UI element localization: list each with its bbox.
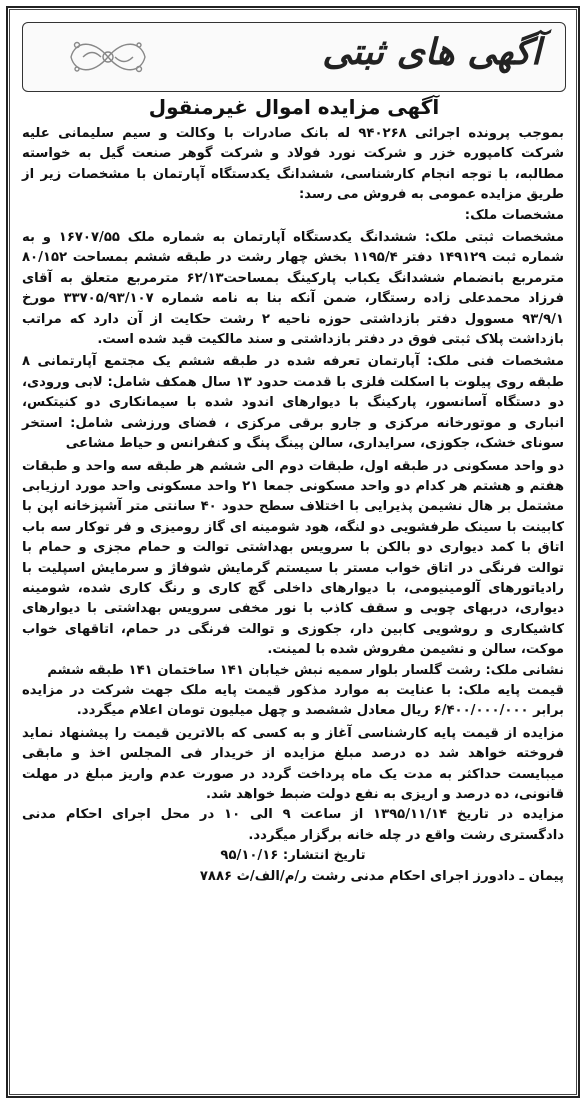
publish-date: تاریخ انتشار: ۹۵/۱۰/۱۶ <box>220 848 366 864</box>
floral-ornament-icon <box>63 31 153 83</box>
technical-specs-paragraph: مشخصات فنی ملک: آپارتمان تعرفه شده در طبقه ششم یک مجتمع آپارتمانی ۸ طبقه روی پیلوت با اسکلت فلزی با قدمت حدود ۱۳ سال همکف شامل: لابی ورودی، دو دستگاه آسانسور، پارکینگ با دیوارهای اندود شده با سیمانکاری دو کنیتکس، انباری و موتورخانه مرکزی و جارو برقی مرکزی ، فضای ورزشی شامل: استخر سونای خشک، جکوزی، سرایداری، سالن پینگ پنگ و کنفرانس و حیاط مشاعی <box>22 354 564 452</box>
registration-specs-paragraph: مشخصات ثبتی ملک: ششدانگ یکدستگاه آپارتمان به شماره ملک ۱۶۷۰۷/۵۵ و به شماره ثبت ۱۴۹۱۲۹ دفتر ۱۱۹۵/۴ بخش چهار رشت در طبقه ششم بمساحت ۸۰/۱۵۲ مترمربع بانضمام ششدانگ یکباب پارکینگ بمساحت۶۲/۱۳ مترمربع متعلق به آقای فرزاد محمدعلی زاده رستگار، ضمن آنکه بنا به نامه شماره ۳۳۷۰۵/۹۳/۱۰۷ مورخ ۹۳/۹/۱ مسوول دفتر بازداشتی حوزه ناحیه ۲ رشت حکایت از آن دارد که مراتب بازداشت پلاک ثبتی فوق در دفتر بازداشتی و سند مالکیت قید شده است. <box>22 230 565 348</box>
units-description-paragraph: دو واحد مسکونی در طبقه اول، طبقات دوم الی ششم هر طبقه سه واحد و طبقات هفتم و هشتم هر کدام دو واحد مسکونی جمعا ۲۱ واحد مسکونی واحد مورد ارزیابی مشتمل بر هال نشیمن پذیرایی با اختلاف سطح حدود ۴۰ سانتی متر آشپزخانه اپن با کابینت با سینک طرفشویی دو لنگه، هود شومینه ای گاز رومیزی و فر توکار سه باب اتاق با کمد دیواری دو بالکن با سرویس بهداشتی توالت و حمام مجزی و حمام با توالت فرنگی در اتاق خواب مستر با سیستم گرمایش شوفاژ و سرمایش اسپلیت با رادیاتورهای آلومینیومی، با دیوارهای داخلی گچ کاری و رنگ کاری شده، شومینه دیواری، دربهای چوبی و سقف کاذب با نور مخفی سرویس بهداشتی با دیوارهای کاشیکاری و روشویی کابین دار، جکوزی و توالت فرنگی در حمام، اتاقهای خواب موکت، سالن و نشیمن مفروش شده با لمینت. <box>22 458 564 658</box>
notice-heading: آگهی مزایده اموال غیرمنقول <box>148 95 440 119</box>
auction-terms-paragraph: مزایده از قیمت پایه کارشناسی آغاز و به کسی که بالاترین قیمت را پیشنهاد نماید فروخته خواهد شد ده درصد مبلغ مزایده از خریدار فی المجلس اخذ و مابقی میبایست حداکثر به مدت یک ماه پرداخت گردد در صورت عدم واریز مبلغ در مهلت قانونی، ده درصد و اریزی به نفع دولت ضبط خواهد شد. <box>22 725 564 802</box>
intro-paragraph: بموجب پرونده اجرائی ۹۴۰۲۶۸ له بانک صادرات با وکالت و سیم سلیمانی علیه شرکت کامپوره خزر و شرکت نورد فولاد و شرکت گوهر صنعت گیل به خواسته مطالبه، با توجه انجام کارشناسی، ششدانگ یکدستگاه آپارتمان با مشخصات زیر از طریق مزایده عمومی به فروش می رسد: <box>22 126 564 203</box>
section-banner <box>22 22 566 92</box>
auction-date-paragraph: مزایده در تاریخ ۱۳۹۵/۱۱/۱۴ از ساعت ۹ الی ۱۰ در محل اجرای احکام مدنی دادگستری رشت واقع در چله خانه برگزار میگردد. <box>22 807 565 843</box>
base-price-paragraph: قیمت پایه ملک: با عنایت به موارد مذکور قیمت پایه ملک جهت شرکت در مزایده برابر ۶/۴۰۰/۰۰۰/۰۰۰ ریال معادل ششصد و چهل میلیون تومان اعلام میگردد. <box>22 682 564 719</box>
notice-body <box>22 124 564 887</box>
banner-title: آگهی های ثبتی <box>322 31 541 73</box>
property-specs-label: مشخصات ملک: <box>464 207 564 223</box>
address-paragraph: نشانی ملک: رشت گلسار بلوار سمیه نبش خیابان ۱۴۱ ساختمان ۱۴۱ طبقه ششم <box>47 662 564 678</box>
signature: پیمان ـ دادورز اجرای احکام مدنی رشت ر/م/الف/ث ۷۸۸۶ <box>199 868 564 884</box>
